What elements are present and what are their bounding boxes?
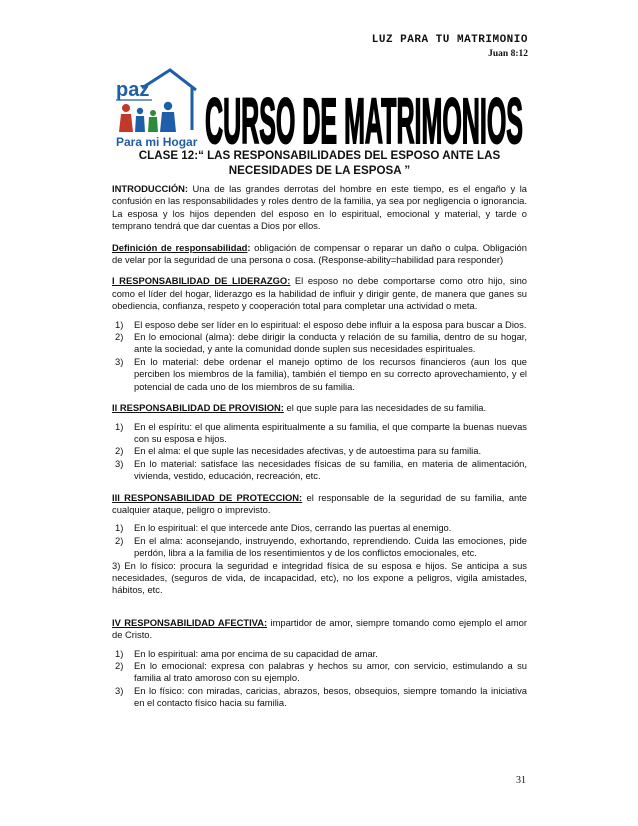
- section1-text: El esposo no debe comportarse como otro hijo, sino como el líder del hogar, liderazgo es la habilidad de influir y dirigir gente, de manera que ganes su obediencia, confianza, respeto y cooperación total para completar una actividad o meta.: [112, 275, 528, 312]
- list-item: 3) En lo físico: con miradas, caricias, abrazos, besos, obsequios, siempre tomando la iniciativa en el contacto físico hacia su familia.: [115, 684, 527, 709]
- family-figures-icon: [119, 102, 176, 132]
- header-title: LUZ PARA TU MATRIMONIO: [371, 34, 528, 46]
- definition-paragraph: [112, 242, 527, 267]
- list-item: 3) En lo material: satisface las necesidades físicas de su familia, en materia de alimentación, vivienda, vestido, educación, recreación, etc.: [115, 457, 527, 482]
- list-item: 1) En el espíritu: el que alimenta espiritualmente a su familia, el que comparte la buenas nuevas con su esposa e hijos.: [115, 420, 527, 444]
- lesson-title-line2: NECESIDADES DE LA ESPOSA ”: [228, 164, 411, 177]
- section3-paragraph: [112, 492, 527, 517]
- list-item: 2) En el alma: aconsejando, instruyendo, exhortando, reprendiendo. Cuida las emociones, pide perdón, libra a la familia de los resentimientos y de los conflictos emocionales, etc.: [115, 534, 527, 559]
- list-item: 3) En lo material: debe ordenar el manejo optimo de los recursos financieros (aun los que perciben los miembros de la familia), también el tiempo en su correcto aprovechamiento, y el potencial de cada uno de los miembros de su familia.: [115, 355, 527, 392]
- list-item: 1) En lo espiritual: ama por encima de su capacidad de amar.: [115, 647, 378, 659]
- section2-text: el que suple para las necesidades de su familia.: [283, 402, 487, 414]
- section3-list: [112, 522, 527, 559]
- page-number: 31: [516, 775, 526, 786]
- logo-top-text: paz: [116, 79, 150, 101]
- header-verse: Juan 8:12: [488, 49, 528, 59]
- intro-paragraph: [112, 183, 527, 233]
- section2-paragraph: [112, 402, 527, 414]
- list-item: 2) En lo emocional (alma): debe dirigir la conducta y relación de su familia, dentro de su hogar, ante la sociedad, y ante la comunidad donde suplen sus necesidades espirituales.: [115, 331, 527, 355]
- section4-paragraph: [112, 617, 527, 642]
- intro-text: Una de las grandes derrotas del hombre en este tiempo, es el engaño y la confusión en las responsabilidades y roles dentro de la familia, ya sea por negligencia o ignorancia. La esposa y los hijos dependen del esposo en lo espiritual, emocional y material, y tarde o temprano tendrá que dar cuentas a Dios por ellos.: [112, 183, 527, 232]
- section3-label: III RESPONSABILIDAD DE PROTECCION:: [112, 491, 303, 503]
- definition-text: obligación de compensar o reparar un daño o culpa. Obligación de velar por la seguridad de una persona o cosa. (Response-ability=habilidad para responder): [112, 241, 527, 266]
- intro-label: INTRODUCCIÓN:: [112, 183, 189, 194]
- list-item: 1) En lo espiritual: el que intercede ante Dios, cerrando las puertas al enemigo.: [115, 522, 452, 534]
- section1-label: I RESPONSABILIDAD DE LIDERAZGO:: [112, 275, 291, 287]
- section1-list: [112, 319, 527, 393]
- section3-item3: 3) En lo físico: procura la seguridad e integridad física de su esposa e hijos. Se anticipa a sus necesidades, (seguros de vida, de incapacidad, etc), no los expone a peligros, vigila amistades, hábitos, etc.: [112, 559, 527, 596]
- section4-text: impartidor de amor, siempre tomando como ejemplo el amor de Cristo.: [112, 616, 528, 641]
- paz-para-mi-hogar-logo: [112, 66, 200, 150]
- document-body: [112, 183, 527, 719]
- definition-colon: :: [247, 241, 251, 253]
- course-banner-title: [205, 73, 525, 153]
- lesson-title-line1: CLASE 12:“ LAS RESPONSABILIDADES DEL ESPOSO ANTE LAS: [138, 149, 501, 162]
- logo-bottom-text: Para mi Hogar: [116, 135, 198, 149]
- list-item: 2) En lo emocional: expresa con palabras y hechos su amor, con servicio, estimulando a su familia al trato amoroso con su ejemplo.: [115, 660, 527, 684]
- banner-title-text: CURSO DE MATRIMONIOS: [205, 85, 523, 153]
- section4-list: [112, 648, 527, 710]
- lesson-title: [112, 148, 527, 178]
- section2-list: [112, 421, 527, 483]
- section1-paragraph: [112, 275, 527, 312]
- section2-label: II RESPONSABILIDAD DE PROVISION:: [112, 402, 284, 414]
- list-item: 2) En el alma: el que suple las necesidades afectivas, y de autoestima para su familia.: [115, 445, 482, 457]
- section4-label: IV RESPONSABILIDAD AFECTIVA:: [112, 616, 268, 628]
- list-item: 1) El esposo debe ser líder en lo espiritual: el esposo debe influir a la esposa para buscar a Dios.: [115, 318, 527, 330]
- section3-text: el responsable de la seguridad de su familia, ante cualquier ataque, peligro o imprevisto.: [112, 491, 527, 515]
- definition-label: Definición de responsabilidad: [112, 241, 248, 253]
